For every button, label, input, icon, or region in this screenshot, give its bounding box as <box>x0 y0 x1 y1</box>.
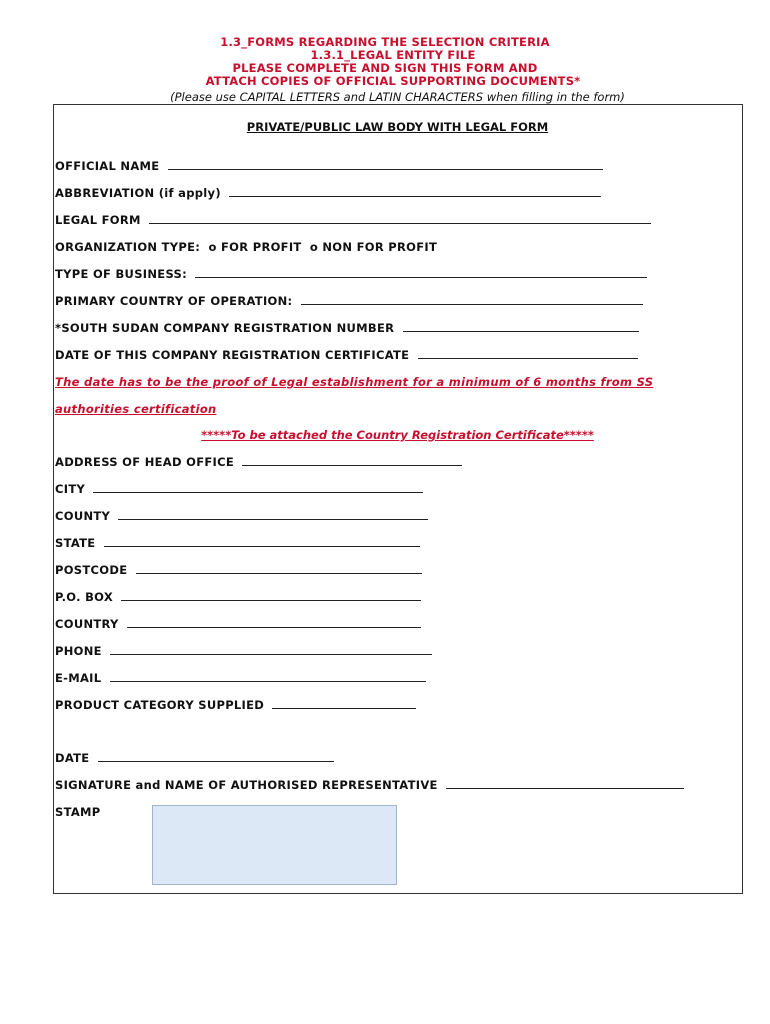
product-category-field[interactable] <box>272 707 416 709</box>
product-category-label: PRODUCT CATEGORY SUPPLIED <box>55 698 265 712</box>
non-profit-option[interactable]: o NON FOR PROFIT <box>309 240 438 254</box>
postcode-label: POSTCODE <box>55 563 128 577</box>
org-type-row <box>55 240 437 254</box>
legal-form-field[interactable] <box>149 222 651 224</box>
date-field[interactable] <box>98 760 334 762</box>
pobox-label: P.O. BOX <box>55 590 113 604</box>
city-label: CITY <box>55 482 86 496</box>
stamp-label: STAMP <box>55 805 101 819</box>
country-label: COUNTRY <box>55 617 119 631</box>
official-name-row <box>55 159 603 173</box>
registration-number-label: *SOUTH SUDAN COMPANY REGISTRATION NUMBER <box>55 321 395 335</box>
legal-establishment-note-1: The date has to be the proof of Legal establishment for a minimum of 6 months from SS <box>55 375 654 389</box>
email-row <box>55 671 426 685</box>
legal-form-label: LEGAL FORM <box>55 213 141 227</box>
registration-date-field[interactable] <box>418 357 638 359</box>
county-label: COUNTY <box>55 509 111 523</box>
header-line-1: 1.3_FORMS REGARDING THE SELECTION CRITERIA <box>220 35 550 49</box>
registration-number-field[interactable] <box>403 330 639 332</box>
pobox-field[interactable] <box>121 599 421 601</box>
primary-country-row <box>55 294 643 308</box>
phone-label: PHONE <box>55 644 102 658</box>
instructions-note: (Please use CAPITAL LETTERS and LATIN CHARACTERS when filling in the form) <box>170 90 625 104</box>
official-name-label: OFFICIAL NAME <box>55 159 160 173</box>
pobox-row <box>55 590 421 604</box>
email-label: E-MAIL <box>55 671 102 685</box>
abbreviation-row <box>55 186 601 200</box>
state-row <box>55 536 420 550</box>
header-line-2: 1.3.1_LEGAL ENTITY FILE <box>310 48 476 62</box>
form-title: PRIVATE/PUBLIC LAW BODY WITH LEGAL FORM <box>246 120 549 134</box>
state-label: STATE <box>55 536 96 550</box>
country-field[interactable] <box>127 626 421 628</box>
abbreviation-label: ABBREVIATION (if apply) <box>55 186 221 200</box>
for-profit-option[interactable]: o FOR PROFIT <box>208 240 302 254</box>
postcode-row <box>55 563 422 577</box>
city-field[interactable] <box>93 491 423 493</box>
legal-establishment-note-2: authorities certification <box>55 402 217 416</box>
registration-date-row <box>55 348 638 362</box>
stamp-row <box>55 805 101 819</box>
type-business-field[interactable] <box>195 276 647 278</box>
address-row <box>55 455 462 469</box>
attach-certificate-note: *****To be attached the Country Registration Certificate***** <box>201 428 594 442</box>
org-type-label: ORGANIZATION TYPE: <box>55 240 201 254</box>
postcode-field[interactable] <box>136 572 422 574</box>
date-label: DATE <box>55 751 90 765</box>
primary-country-field[interactable] <box>301 303 643 305</box>
address-label: ADDRESS OF HEAD OFFICE <box>55 455 234 469</box>
header-line-4: ATTACH COPIES OF OFFICIAL SUPPORTING DOCUMENTS* <box>205 74 581 88</box>
phone-row <box>55 644 432 658</box>
address-field[interactable] <box>242 464 462 466</box>
type-business-label: TYPE OF BUSINESS: <box>55 267 187 281</box>
type-business-row <box>55 267 647 281</box>
header-line-3: PLEASE COMPLETE AND SIGN THIS FORM AND <box>232 61 538 75</box>
primary-country-label: PRIMARY COUNTRY OF OPERATION: <box>55 294 293 308</box>
registration-date-label: DATE OF THIS COMPANY REGISTRATION CERTIFICATE <box>55 348 410 362</box>
stamp-area[interactable] <box>152 805 397 885</box>
email-field[interactable] <box>110 680 426 682</box>
date-row <box>55 751 334 765</box>
county-row <box>55 509 428 523</box>
signature-field[interactable] <box>446 787 684 789</box>
country-row <box>55 617 421 631</box>
abbreviation-field[interactable] <box>229 195 601 197</box>
state-field[interactable] <box>104 545 420 547</box>
signature-row <box>55 778 684 792</box>
legal-form-row <box>55 213 651 227</box>
registration-number-row <box>55 321 639 335</box>
city-row <box>55 482 423 496</box>
product-category-row <box>55 698 416 712</box>
official-name-field[interactable] <box>168 168 603 170</box>
signature-label: SIGNATURE and NAME OF AUTHORISED REPRESENTATIVE <box>55 778 438 792</box>
county-field[interactable] <box>118 518 428 520</box>
phone-field[interactable] <box>110 653 432 655</box>
